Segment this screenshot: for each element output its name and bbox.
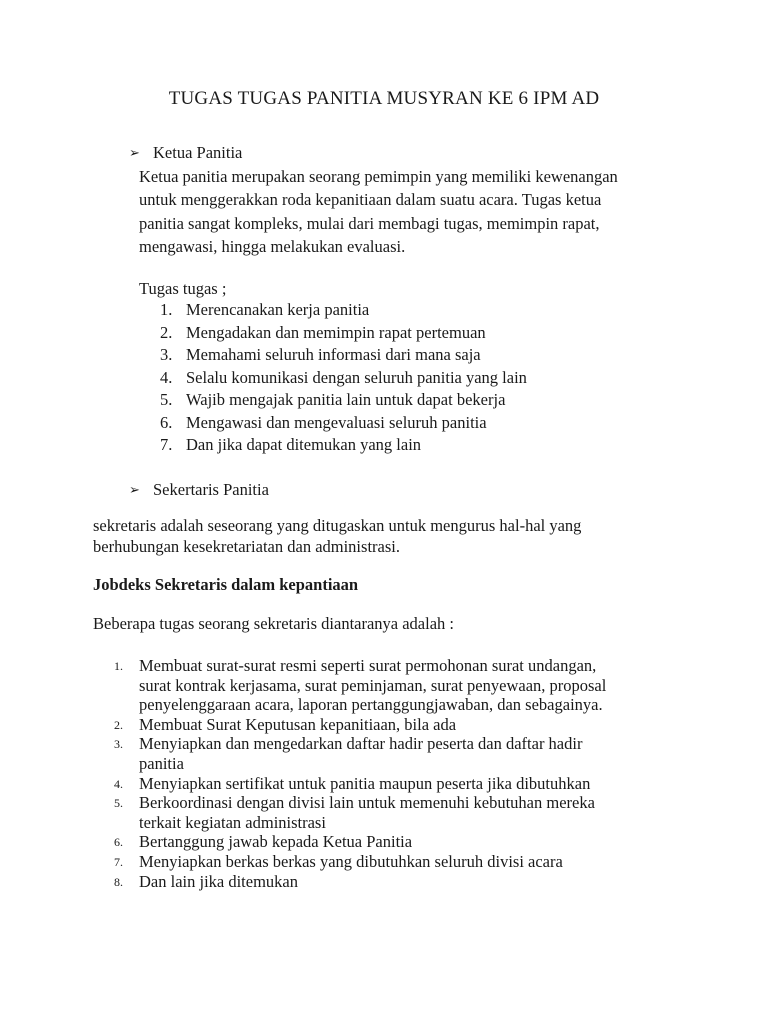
list-item	[0, 872, 606, 892]
sekretaris-heading-label: Sekertaris Panitia	[153, 480, 269, 499]
list-item-text	[139, 793, 606, 832]
list-item-text	[139, 656, 606, 715]
paragraph-line: Ketua panitia merupakan seorang pemimpin yang memiliki kewenangan	[139, 167, 618, 186]
list-item-text: Memahami seluruh informasi dari mana saja	[186, 345, 481, 364]
list-item-text	[139, 734, 606, 773]
list-item-text	[139, 715, 606, 735]
sekretaris-paragraph	[93, 515, 581, 557]
list-item-number: 1.	[114, 659, 123, 673]
list-item-number: 7.	[114, 854, 123, 869]
list-item-text	[139, 774, 606, 794]
list-item-line: Menyiapkan sertifikat untuk panitia maupun peserta jika dibutuhkan	[139, 773, 591, 793]
paragraph-line: mengawasi, hingga melakukan evaluasi.	[139, 236, 406, 256]
list-item-number: 1.	[160, 300, 173, 319]
list-item-text: Dan jika dapat ditemukan yang lain	[186, 435, 422, 454]
paragraph-line: panitia sangat kompleks, mulai dari membagi tugas, memimpin rapat,	[139, 213, 600, 233]
list-item	[0, 774, 606, 794]
list-item-line: Menyiapkan berkas berkas yang dibutuhkan seluruh divisi acara	[139, 851, 563, 871]
list-item-number: 7.	[160, 435, 173, 454]
list-item	[0, 734, 606, 773]
sekretaris-intro: Beberapa tugas seorang sekretaris diantaranya adalah :	[93, 614, 455, 633]
jobdeks-heading: Jobdeks Sekretaris dalam kepantiaan	[93, 575, 359, 594]
ketua-heading	[129, 143, 242, 163]
list-item-number: 2.	[160, 322, 173, 342]
list-item-line: Berkoordinasi dengan divisi lain untuk memenuhi kebutuhan mereka	[139, 793, 595, 813]
paragraph-line: berhubungan kesekretariatan dan administrasi.	[93, 537, 400, 556]
list-item-number: 5.	[160, 390, 173, 409]
list-item-text	[139, 872, 606, 892]
list-item-number: 4.	[160, 367, 173, 387]
list-item	[0, 793, 606, 832]
list-item-line: Dan lain jika ditemukan	[139, 871, 298, 891]
list-item-number: 6.	[160, 412, 173, 432]
sekretaris-task-list	[0, 656, 606, 891]
arrow-bullet-icon: ➢	[129, 482, 140, 497]
list-item-text: Merencanakan kerja panitia	[186, 300, 370, 319]
list-item-text: Selalu komunikasi dengan seluruh panitia yang lain	[186, 367, 527, 387]
list-item-text	[139, 832, 606, 852]
tugas-label: Tugas tugas ;	[139, 279, 227, 298]
list-item-text: Mengadakan dan memimpin rapat pertemuan	[186, 322, 486, 342]
list-item-line: Membuat surat-surat resmi seperti surat permohonan surat undangan,	[139, 656, 597, 675]
list-item-number: 2.	[114, 717, 123, 732]
paragraph-line: untuk menggerakkan roda kepanitiaan dalam suatu acara. Tugas ketua	[139, 190, 602, 210]
list-item-number: 3.	[160, 345, 173, 364]
list-item	[0, 715, 606, 735]
list-item-number: 3.	[114, 737, 123, 752]
ketua-paragraph	[139, 165, 679, 258]
list-item-number: 5.	[114, 796, 123, 811]
list-item-line: penyelenggaraan acara, laporan pertanggungjawaban, dan sebagainya.	[139, 695, 603, 715]
list-item-line: surat kontrak kerjasama, surat peminjaman, surat penyewaan, proposal	[139, 675, 607, 695]
list-item-text	[139, 852, 606, 872]
list-item-text: Mengawasi dan mengevaluasi seluruh panitia	[186, 412, 487, 432]
sekretaris-heading	[129, 480, 269, 500]
list-item-number: 8.	[114, 874, 123, 889]
list-item	[0, 656, 606, 715]
document-title: TUGAS TUGAS PANITIA MUSYRAN KE 6 IPM AD	[168, 88, 600, 109]
list-item-line: Membuat Surat Keputusan kepanitiaan, bila ada	[139, 714, 457, 734]
ketua-heading-label: Ketua Panitia	[153, 143, 243, 162]
list-item-line: panitia	[139, 753, 184, 773]
list-item	[0, 852, 606, 872]
list-item-text: Wajib mengajak panitia lain untuk dapat bekerja	[186, 390, 506, 409]
paragraph-line: sekretaris adalah seseorang yang ditugaskan untuk mengurus hal-hal yang	[93, 516, 582, 535]
list-item-line: Menyiapkan dan mengedarkan daftar hadir peserta dan daftar hadir	[139, 734, 583, 754]
list-item	[0, 832, 606, 852]
list-item-number: 4.	[114, 776, 123, 791]
arrow-bullet-icon: ➢	[129, 145, 140, 160]
list-item-line: terkait kegiatan administrasi	[139, 812, 326, 832]
list-item-number: 6.	[114, 835, 123, 850]
list-item-line: Bertanggung jawab kepada Ketua Panitia	[139, 832, 413, 852]
